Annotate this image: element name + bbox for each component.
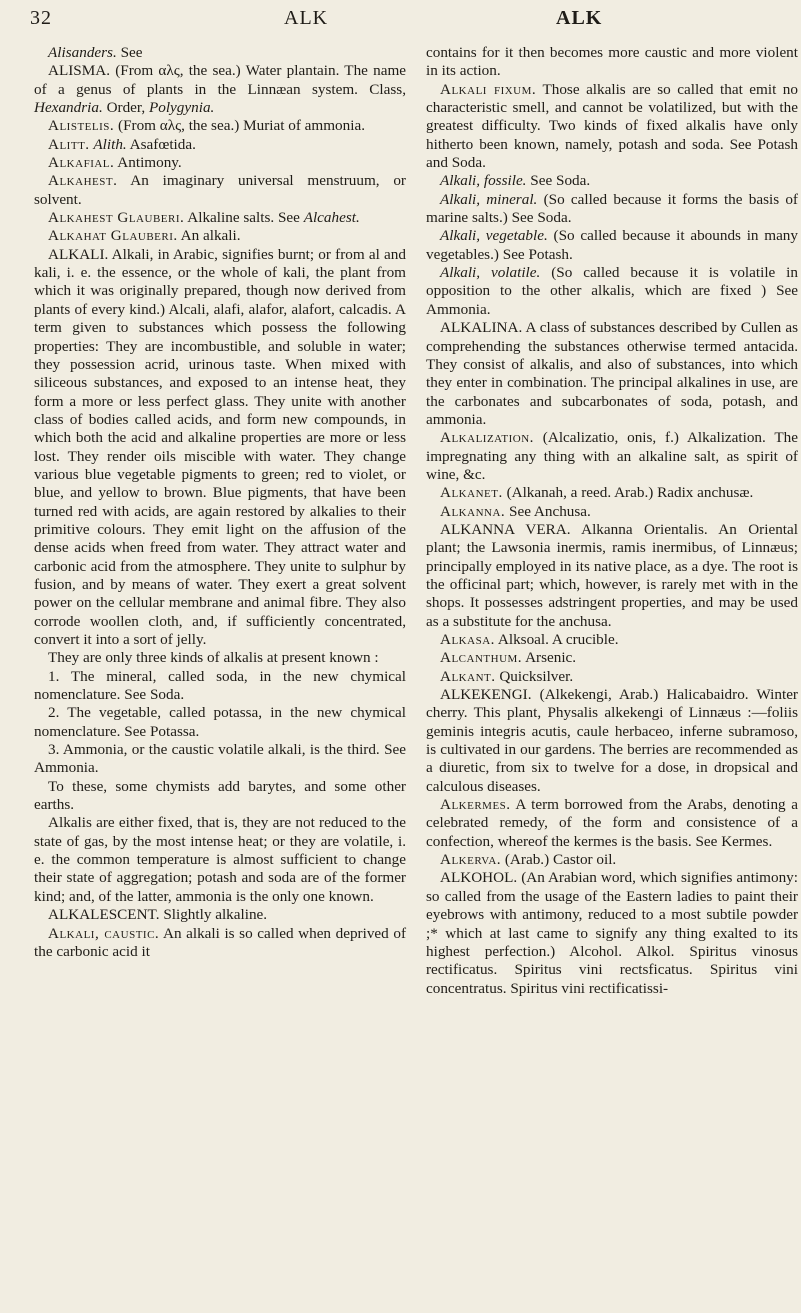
entry-text: (An Arabian word, which signifies antimony: so called from the usage of the Eastern ladies to paint their eyebrows with antimony, reduced to a most subtile powder ;* which at last came to signify any thing exalted to its highest perfection.) Alcohol. Alkol. Spiritus vinosus rectificatus. Spiritus vini rectsficatus. Spiritus vini concentratus. Spiritus vini rectificatissi-: [426, 869, 798, 997]
dictionary-entry: [426, 631, 798, 649]
dictionary-entry: [34, 227, 406, 245]
dictionary-entry: [426, 264, 798, 319]
entry-headword: ALKALI.: [48, 245, 109, 263]
dictionary-entry: [426, 319, 798, 429]
right-column: [426, 44, 798, 998]
entry-headword: ALKALINA.: [440, 319, 523, 337]
dictionary-entry: [426, 869, 798, 997]
dictionary-entry: [426, 649, 798, 667]
entry-headword: Alkerva.: [440, 851, 502, 869]
dictionary-entry: [34, 246, 406, 650]
entry-italic-text: Alcahest.: [303, 209, 360, 227]
dictionary-entry: [34, 44, 406, 62]
entry-headword: Alistelis.: [48, 117, 115, 135]
entry-headword: ALKANNA VERA.: [440, 520, 571, 538]
entry-text: (Arab.) Castor oil.: [501, 851, 617, 869]
dictionary-entry: [426, 191, 798, 228]
entry-headword: Alkali, vegetable.: [440, 227, 548, 245]
entry-headword: ALKALESCENT.: [48, 906, 160, 924]
dictionary-entry: [34, 668, 406, 705]
entry-text: (So called because it is volatile in opposition to the other alkalis, which are fixed ) See Ammonia.: [426, 264, 798, 318]
left-column: [34, 44, 406, 961]
entry-text: Arsenic.: [522, 649, 577, 667]
entry-italic-text: Polygynia.: [148, 99, 215, 117]
dictionary-entry: [34, 209, 406, 227]
entry-text: See Anchusa.: [505, 502, 591, 520]
entry-headword: Alkermes.: [440, 796, 511, 814]
entry-headword: ALKOHOL.: [440, 869, 518, 887]
entry-text: Slightly alkaline.: [159, 906, 268, 924]
dictionary-entry: [426, 429, 798, 484]
entry-headword: Alkanna.: [440, 502, 506, 520]
entry-text: (Alcalizatio, onis, f.) Alkalization. The impregnating any thing with an alkaline salt, as spirit of wine, &c.: [426, 429, 798, 483]
dictionary-entry: [34, 741, 406, 778]
entry-text: See: [116, 44, 143, 61]
entry-headword: Alitt.: [48, 135, 90, 153]
dictionary-entry: [426, 668, 798, 686]
entry-text: Alkali, in Arabic, signifies burnt; or from al and kali, i. e. the essence, or the whole of kali, the plant from which it was originally prepared, though now derived from plants of every kind.) Alcali, alafi, alafor, alafort, calcadis. A term given to substances which possess the following properties: They are incombustible, and soluble in water; they possession acrid, urinous taste. When mixed with siliceous substances, and exposed to an intense heat, they form a more or less perfect glass. They unite with another class of bodies called acids, and form new compounds, in which both the acid and alkaline properties are more or less lost. They render oils miscible with water. They change various blue vegetable pigments to green; red to violet, or blue, and yellow to brown. Blue pigments, that have been turned red with acids, are again restored by alkalies to their primitive colours. They emit light on the affusion of the dense acids when freed from water. They attract water and carbonic acid from the atmosphere. They unite to sulphur by fusion, and by means of water. They exert a great solvent power on the cellular membrane and animal fibre. They also corrode woollen cloth, and, if sufficiently concentrated, convert it into a sort of jelly.: [34, 245, 406, 648]
dictionary-entry: [426, 227, 798, 264]
dictionary-entry: [426, 521, 798, 631]
entry-text: (So called because it abounds in many vegetables.) See Potash.: [426, 227, 798, 263]
entry-text: Order,: [102, 99, 149, 117]
entry-text: Alkaline salts. See: [184, 209, 304, 227]
entry-text: A term borrowed from the Arabs, denoting a celebrated remedy, of the form and consistence of a confection, whereof the kermes is the basis. See Kermes.: [426, 796, 798, 850]
entry-text: Antimony.: [114, 154, 182, 172]
dictionary-entry: [34, 62, 406, 117]
entry-headword: Alkasa.: [440, 631, 495, 648]
entry-text: They are only three kinds of alkalis at present known :: [48, 649, 379, 667]
entry-text: An imaginary universal menstruum, or solvent.: [34, 172, 406, 208]
dictionary-entry: [34, 925, 406, 962]
entry-text: (From αλς, the sea.) Muriat of ammonia.: [114, 117, 365, 135]
dictionary-entry: [34, 136, 406, 154]
entry-italic-text: Hexandria.: [34, 99, 103, 117]
dictionary-entry: [34, 649, 406, 667]
entry-italic-text: Alith.: [93, 135, 127, 153]
entry-headword: Alkant.: [440, 667, 496, 685]
entry-text: Those alkalis are so called that emit no characteristic smell, and cannot be volatilized, but with the greatest difficulty. Two kinds of fixed alkalis have only hitherto been known, namely, potash and soda. See Potash and Soda.: [426, 80, 798, 172]
entry-headword: Alkali, volatile.: [440, 264, 541, 282]
entry-text: (Alkekengi, Arab.) Halicabaidro. Winter cherry. This plant, Physalis alkekengi of Linnæus :—foliis geminis integris acutis, caule herbaceo, inferne subramoso, is cultivated in our gardens. The berries are recommended as a diuretic, from six to twelve for a dose, in dropsical and calculous diseases.: [426, 686, 798, 795]
page-number: 32: [30, 7, 52, 29]
left-running-head: ALK: [284, 7, 329, 29]
entry-text: (From αλς, the sea.) Water plantain. The name of a genus of plants in the Linnæan system. Class,: [34, 62, 406, 98]
dictionary-entry: [34, 814, 406, 906]
dictionary-entry: [34, 172, 406, 209]
dictionary-entry: [426, 503, 798, 521]
entry-text: See Soda.: [526, 172, 591, 190]
entry-headword: Alkali, fossile.: [440, 172, 527, 190]
entry-headword: ALISMA.: [48, 62, 111, 80]
running-header: [0, 7, 801, 39]
dictionary-entry: [426, 484, 798, 502]
entry-text: An alkali is so called when deprived of the carbonic acid it: [34, 924, 406, 960]
entry-headword: Alkafial.: [48, 154, 115, 172]
entry-text: Alkalis are either fixed, that is, they are not reduced to the state of gas, by the most intense heat; or they are volatile, i. e. the common temperature is almost sufficient to change their state of aggregation; potash and soda are of the former kind; and, of the latter, ammonia is the only one known.: [34, 814, 406, 905]
dictionary-entry: [34, 117, 406, 135]
entry-headword: ALKEKENGI.: [440, 686, 532, 704]
entry-headword: Alkahest Glauberi.: [48, 209, 185, 227]
entry-headword: Alkahat Glauberi.: [48, 227, 178, 245]
dictionary-entry: [426, 796, 798, 851]
entry-headword: Alcanthum.: [440, 649, 523, 667]
entry-text: Alkanna Orientalis. An Oriental plant; the Lawsonia inermis, ramis inermibus, of Linnæus; principally employed in its native place, as a dye. The root is the officinal part; which, however, is rarely met with in the shops. It possesses adstringent properties, and may be used as a substitute for the anchusa.: [426, 520, 798, 630]
entry-text: To these, some chymists add barytes, and some other earths.: [34, 777, 406, 814]
entry-text: contains for it then becomes more caustic and more violent in its action.: [426, 44, 798, 80]
entry-text: 1. The mineral, called soda, in the new chymical nomenclature. See Soda.: [34, 667, 406, 704]
entry-headword: Alkahest.: [48, 172, 118, 190]
entry-text: (So called because it forms the basis of marine salts.) See Soda.: [426, 190, 798, 227]
entry-text: (Alkanah, a reed. Arab.) Radix anchusæ.: [502, 484, 754, 502]
entry-headword: Alkali, caustic.: [48, 924, 160, 942]
dictionary-entry: [426, 686, 798, 796]
entry-headword: Alkali, mineral.: [440, 190, 538, 208]
dictionary-entry: [34, 154, 406, 172]
entry-text: An alkali.: [177, 227, 241, 245]
entry-headword: Alkali fixum.: [440, 80, 537, 98]
dictionary-entry: [34, 778, 406, 815]
entry-text: Asafœtida.: [126, 135, 196, 153]
dictionary-entry: [426, 851, 798, 869]
dictionary-entry: [426, 172, 798, 190]
entry-text: 2. The vegetable, called potassa, in the new chymical nomenclature. See Potassa.: [34, 704, 406, 740]
entry-headword: Alkanet.: [440, 484, 503, 502]
entry-text: Alksoal. A crucible.: [494, 631, 619, 648]
dictionary-entry: [34, 906, 406, 924]
entry-headword: Alkalization.: [440, 429, 534, 447]
entry-headword: Alisanders.: [48, 44, 117, 61]
entry-text: Quicksilver.: [495, 667, 574, 685]
dictionary-entry: [34, 704, 406, 741]
entry-text: A class of substances described by Cullen as comprehending the substances otherwise termed antacida. They consist of alkalis, and also of substances, into which they enter in combination. The principal alkalines in use, are the carbonates and subcarbonates of soda, potash, and ammonia.: [426, 319, 798, 428]
entry-text: 3. Ammonia, or the caustic volatile alkali, is the third. See Ammonia.: [34, 741, 406, 777]
right-running-head: ALK: [556, 7, 603, 29]
dictionary-entry: [426, 44, 798, 81]
dictionary-entry: [426, 81, 798, 173]
